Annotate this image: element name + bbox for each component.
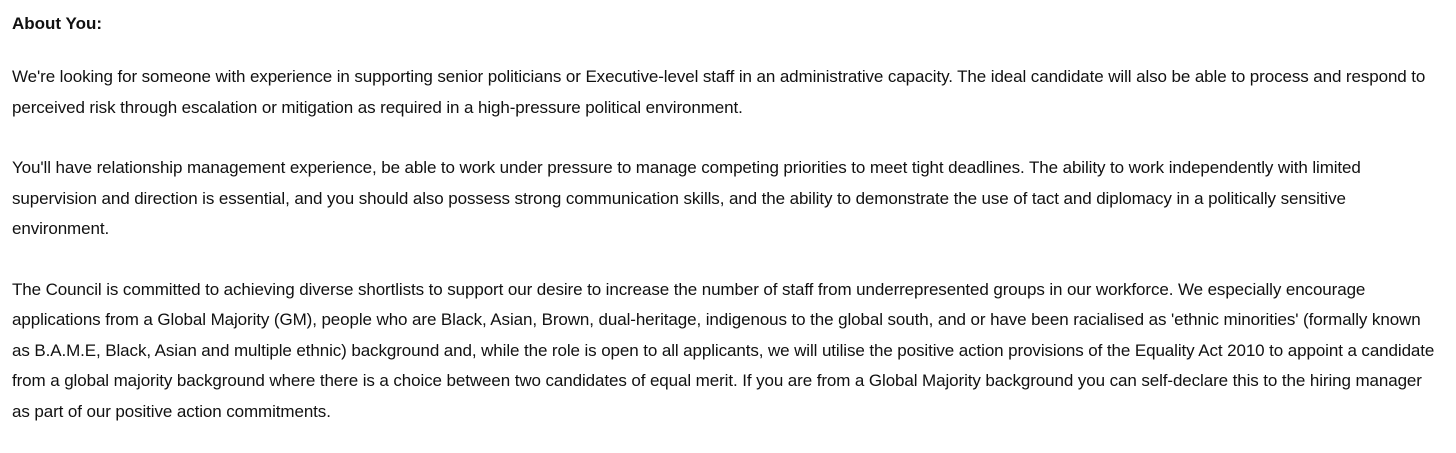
section-heading: About You: (12, 14, 103, 33)
paragraph-diversity: The Council is committed to achieving diverse shortlists to support our desire to increase the number of staff from underrepresented groups in our workforce. We especially encourage applications from a Global Majority (GM), people who are Black, Asian, Brown, dual-heritage, indigenous to the global south, and or have been racialised as 'ethnic minorities' (formally known as B.A.M.E, Black, Asian and multiple ethnic) background and, while the role is open to all applicants, we will utilise the positive action provisions of the Equality Act 2010 to appoint a candidate from a global majority background where there is a choice between two candidates of equal merit. If you are from a Global Majority background you can self-declare this to the hiring manager as part of our positive action commitments. (12, 279, 1435, 421)
paragraph-skills: You'll have relationship management experience, be able to work under pressure to manage competing priorities to meet tight deadlines. The ability to work independently with limited supervision and direction is essential, and you should also possess strong communication skills, and the ability to demonstrate the use of tact and diplomacy in a politically sensitive environment. (12, 158, 1361, 238)
paragraph-experience: We're looking for someone with experience in supporting senior politicians or Executive-level staff in an administrative capacity. The ideal candidate will also be able to process and respond to perceived risk through escalation or mitigation as required in a high-pressure political environment. (12, 67, 1426, 117)
